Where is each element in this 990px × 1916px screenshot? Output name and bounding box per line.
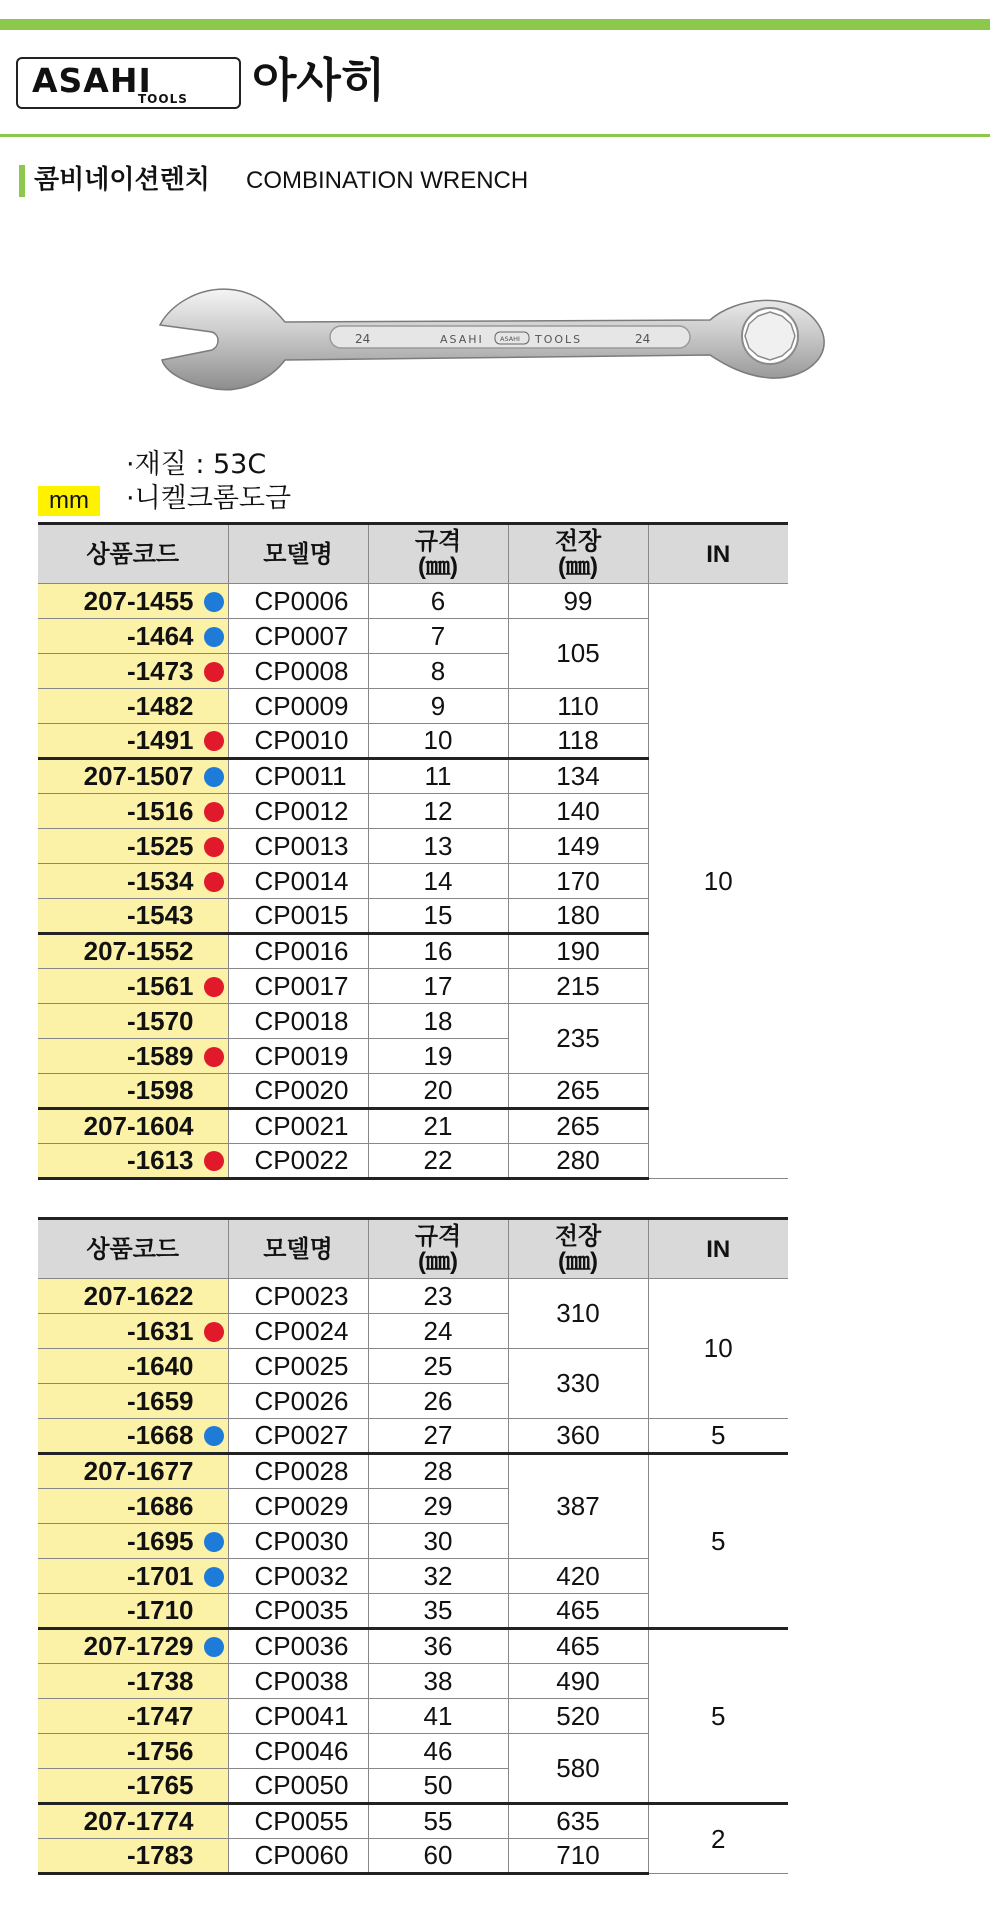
- col-header-code: 상품코드: [38, 1219, 228, 1279]
- size-header-unit: (㎜): [418, 1248, 458, 1275]
- product-code-cell: -1543: [38, 899, 228, 934]
- size-cell: 36: [368, 1629, 508, 1664]
- size-cell: 20: [368, 1074, 508, 1109]
- size-cell: 27: [368, 1419, 508, 1454]
- length-header-unit: (㎜): [558, 1248, 598, 1275]
- table-row: [38, 1419, 788, 1454]
- size-cell: 28: [368, 1454, 508, 1489]
- model-cell: CP0017: [228, 969, 368, 1004]
- model-cell: CP0011: [228, 759, 368, 794]
- product-code-cell: -1765: [38, 1769, 228, 1804]
- model-cell: CP0016: [228, 934, 368, 969]
- model-cell: CP0025: [228, 1349, 368, 1384]
- stock-dot-icon: [204, 1012, 224, 1032]
- size-cell: 38: [368, 1664, 508, 1699]
- length-cell: 310: [508, 1279, 648, 1349]
- product-code-cell: -1464: [38, 619, 228, 654]
- product-code-cell: 207-1677: [38, 1454, 228, 1489]
- stock-dot-icon: [204, 1742, 224, 1762]
- product-code-cell: -1491: [38, 724, 228, 759]
- col-header-length: [508, 524, 648, 584]
- size-cell: 10: [368, 724, 508, 759]
- product-code-cell: 207-1455: [38, 584, 228, 619]
- size-cell: 30: [368, 1524, 508, 1559]
- model-cell: CP0015: [228, 899, 368, 934]
- stock-dot-icon: [204, 1567, 224, 1587]
- length-cell: 265: [508, 1074, 648, 1109]
- col-header-code: 상품코드: [38, 524, 228, 584]
- asahi-logo: [16, 57, 241, 109]
- product-code-cell: -1738: [38, 1664, 228, 1699]
- stock-dot-icon: [204, 1462, 224, 1482]
- in-cell: 2: [648, 1804, 788, 1874]
- stock-dot-icon: [204, 767, 224, 787]
- size-cell: 8: [368, 654, 508, 689]
- stock-dot-icon: [204, 1601, 224, 1621]
- size-cell: 23: [368, 1279, 508, 1314]
- table-header-row: [38, 1219, 788, 1279]
- wrench-size-right: 24: [635, 332, 651, 346]
- model-cell: CP0022: [228, 1144, 368, 1179]
- wrench-tools-stamp: TOOLS: [535, 333, 583, 346]
- length-cell: 265: [508, 1109, 648, 1144]
- size-cell: 21: [368, 1109, 508, 1144]
- stock-dot-icon: [204, 627, 224, 647]
- model-cell: CP0035: [228, 1594, 368, 1629]
- model-cell: CP0014: [228, 864, 368, 899]
- length-cell: 190: [508, 934, 648, 969]
- material-spec: ·재질 : 53C: [126, 449, 267, 480]
- length-cell: 134: [508, 759, 648, 794]
- model-cell: CP0023: [228, 1279, 368, 1314]
- product-code-cell: 207-1622: [38, 1279, 228, 1314]
- plating-spec: ·니켈크롬도금: [126, 483, 292, 514]
- model-cell: CP0055: [228, 1804, 368, 1839]
- spec-table-1: [38, 522, 788, 1180]
- stock-dot-icon: [204, 731, 224, 751]
- size-cell: 19: [368, 1039, 508, 1074]
- length-cell: 149: [508, 829, 648, 864]
- product-code-cell: 207-1729: [38, 1629, 228, 1664]
- stock-dot-icon: [204, 977, 224, 997]
- product-code-cell: -1783: [38, 1839, 228, 1874]
- size-cell: 22: [368, 1144, 508, 1179]
- wrench-brand-stamp: ASAHI: [440, 333, 484, 346]
- length-cell: 140: [508, 794, 648, 829]
- length-header-label: 전장: [554, 1223, 602, 1250]
- model-cell: CP0012: [228, 794, 368, 829]
- model-cell: CP0010: [228, 724, 368, 759]
- size-header-label: 규격: [414, 1223, 462, 1250]
- length-cell: 330: [508, 1349, 648, 1419]
- top-accent-bar: [0, 19, 990, 30]
- product-code-cell: -1516: [38, 794, 228, 829]
- col-header-model: 모델명: [228, 1219, 368, 1279]
- header-divider: [0, 134, 990, 137]
- product-code-cell: -1613: [38, 1144, 228, 1179]
- size-cell: 9: [368, 689, 508, 724]
- product-code-cell: -1686: [38, 1489, 228, 1524]
- product-code-cell: -1710: [38, 1594, 228, 1629]
- stock-dot-icon: [204, 1672, 224, 1692]
- size-cell: 7: [368, 619, 508, 654]
- length-cell: 420: [508, 1559, 648, 1594]
- model-cell: CP0020: [228, 1074, 368, 1109]
- model-cell: CP0021: [228, 1109, 368, 1144]
- col-header-size: [368, 1219, 508, 1279]
- size-cell: 55: [368, 1804, 508, 1839]
- logo-sub-text: TOOLS: [138, 92, 188, 106]
- model-cell: CP0009: [228, 689, 368, 724]
- combination-wrench-image: [150, 280, 830, 400]
- model-cell: CP0006: [228, 584, 368, 619]
- stock-dot-icon: [204, 592, 224, 612]
- length-header-label: 전장: [554, 528, 602, 555]
- length-cell: 180: [508, 899, 648, 934]
- stock-dot-icon: [204, 1497, 224, 1517]
- stock-dot-icon: [204, 1426, 224, 1446]
- model-cell: CP0027: [228, 1419, 368, 1454]
- product-code-cell: 207-1604: [38, 1109, 228, 1144]
- length-cell: 99: [508, 584, 648, 619]
- length-cell: 118: [508, 724, 648, 759]
- size-cell: 14: [368, 864, 508, 899]
- stock-dot-icon: [204, 1707, 224, 1727]
- stock-dot-icon: [204, 1846, 224, 1866]
- model-cell: CP0007: [228, 619, 368, 654]
- logo-main-text: ASAHI: [32, 61, 152, 100]
- stock-dot-icon: [204, 1151, 224, 1171]
- model-cell: CP0018: [228, 1004, 368, 1039]
- title-marker: [19, 165, 25, 197]
- table-row: [38, 1804, 788, 1839]
- size-cell: 32: [368, 1559, 508, 1594]
- product-code-cell: 207-1774: [38, 1804, 228, 1839]
- size-cell: 25: [368, 1349, 508, 1384]
- wrench-mark-stamp: ASAHI: [500, 335, 520, 343]
- size-cell: 11: [368, 759, 508, 794]
- table-row: [38, 1629, 788, 1664]
- size-header-label: 규격: [414, 528, 462, 555]
- size-cell: 46: [368, 1734, 508, 1769]
- product-code-cell: -1747: [38, 1699, 228, 1734]
- stock-dot-icon: [204, 872, 224, 892]
- length-cell: 465: [508, 1594, 648, 1629]
- in-cell: 10: [648, 584, 788, 1179]
- length-cell: 360: [508, 1419, 648, 1454]
- product-code-cell: -1561: [38, 969, 228, 1004]
- product-code-cell: -1534: [38, 864, 228, 899]
- product-code-cell: -1668: [38, 1419, 228, 1454]
- length-cell: 635: [508, 1804, 648, 1839]
- product-code-cell: -1482: [38, 689, 228, 724]
- product-code-cell: -1598: [38, 1074, 228, 1109]
- unit-badge: mm: [38, 486, 100, 516]
- stock-dot-icon: [204, 697, 224, 717]
- size-cell: 29: [368, 1489, 508, 1524]
- length-cell: 170: [508, 864, 648, 899]
- length-cell: 710: [508, 1839, 648, 1874]
- col-header-in: IN: [648, 1219, 788, 1279]
- spec-table-2: [38, 1217, 788, 1875]
- size-cell: 16: [368, 934, 508, 969]
- model-cell: CP0038: [228, 1664, 368, 1699]
- stock-dot-icon: [204, 662, 224, 682]
- col-header-size: [368, 524, 508, 584]
- stock-dot-icon: [204, 1812, 224, 1832]
- size-header-unit: (㎜): [418, 553, 458, 580]
- length-cell: 110: [508, 689, 648, 724]
- size-cell: 6: [368, 584, 508, 619]
- size-cell: 24: [368, 1314, 508, 1349]
- length-cell: 490: [508, 1664, 648, 1699]
- table-row: [38, 584, 788, 619]
- length-cell: 105: [508, 619, 648, 689]
- table-row: [38, 1279, 788, 1314]
- size-cell: 35: [368, 1594, 508, 1629]
- brand-name-korean: 아사히: [252, 53, 386, 107]
- product-code-cell: -1659: [38, 1384, 228, 1419]
- product-title-english: COMBINATION WRENCH: [246, 167, 529, 194]
- size-cell: 50: [368, 1769, 508, 1804]
- stock-dot-icon: [204, 906, 224, 926]
- product-code-cell: -1570: [38, 1004, 228, 1039]
- size-cell: 26: [368, 1384, 508, 1419]
- model-cell: CP0041: [228, 1699, 368, 1734]
- model-cell: CP0028: [228, 1454, 368, 1489]
- model-cell: CP0030: [228, 1524, 368, 1559]
- length-cell: 465: [508, 1629, 648, 1664]
- stock-dot-icon: [204, 1047, 224, 1067]
- stock-dot-icon: [204, 1322, 224, 1342]
- length-cell: 387: [508, 1454, 648, 1559]
- size-cell: 15: [368, 899, 508, 934]
- stock-dot-icon: [204, 1117, 224, 1137]
- product-code-cell: -1525: [38, 829, 228, 864]
- model-cell: CP0026: [228, 1384, 368, 1419]
- size-cell: 41: [368, 1699, 508, 1734]
- stock-dot-icon: [204, 1532, 224, 1552]
- in-cell: 5: [648, 1419, 788, 1454]
- table-header-row: [38, 524, 788, 584]
- in-cell: 10: [648, 1279, 788, 1419]
- col-header-in: IN: [648, 524, 788, 584]
- length-cell: 280: [508, 1144, 648, 1179]
- product-code-cell: 207-1507: [38, 759, 228, 794]
- size-cell: 13: [368, 829, 508, 864]
- col-header-length: [508, 1219, 648, 1279]
- product-code-cell: -1473: [38, 654, 228, 689]
- stock-dot-icon: [204, 1287, 224, 1307]
- stock-dot-icon: [204, 1392, 224, 1412]
- product-code-cell: -1695: [38, 1524, 228, 1559]
- size-cell: 60: [368, 1839, 508, 1874]
- wrench-size-left: 24: [355, 332, 371, 346]
- model-cell: CP0013: [228, 829, 368, 864]
- product-code-cell: 207-1552: [38, 934, 228, 969]
- product-code-cell: -1589: [38, 1039, 228, 1074]
- product-code-cell: -1640: [38, 1349, 228, 1384]
- size-cell: 18: [368, 1004, 508, 1039]
- length-cell: 520: [508, 1699, 648, 1734]
- model-cell: CP0008: [228, 654, 368, 689]
- model-cell: CP0060: [228, 1839, 368, 1874]
- length-cell: 235: [508, 1004, 648, 1074]
- col-header-model: 모델명: [228, 524, 368, 584]
- table-row: [38, 1454, 788, 1489]
- product-code-cell: -1631: [38, 1314, 228, 1349]
- product-code-cell: -1701: [38, 1559, 228, 1594]
- product-code-cell: -1756: [38, 1734, 228, 1769]
- in-cell: 5: [648, 1454, 788, 1629]
- stock-dot-icon: [204, 1776, 224, 1796]
- in-cell: 5: [648, 1629, 788, 1804]
- model-cell: CP0050: [228, 1769, 368, 1804]
- product-title-korean: 콤비네이션렌치: [34, 165, 210, 195]
- length-cell: 580: [508, 1734, 648, 1804]
- model-cell: CP0029: [228, 1489, 368, 1524]
- stock-dot-icon: [204, 942, 224, 962]
- model-cell: CP0032: [228, 1559, 368, 1594]
- stock-dot-icon: [204, 1637, 224, 1657]
- length-cell: 215: [508, 969, 648, 1004]
- size-cell: 12: [368, 794, 508, 829]
- length-header-unit: (㎜): [558, 553, 598, 580]
- size-cell: 17: [368, 969, 508, 1004]
- model-cell: CP0036: [228, 1629, 368, 1664]
- stock-dot-icon: [204, 837, 224, 857]
- model-cell: CP0046: [228, 1734, 368, 1769]
- stock-dot-icon: [204, 1081, 224, 1101]
- model-cell: CP0019: [228, 1039, 368, 1074]
- stock-dot-icon: [204, 802, 224, 822]
- model-cell: CP0024: [228, 1314, 368, 1349]
- stock-dot-icon: [204, 1357, 224, 1377]
